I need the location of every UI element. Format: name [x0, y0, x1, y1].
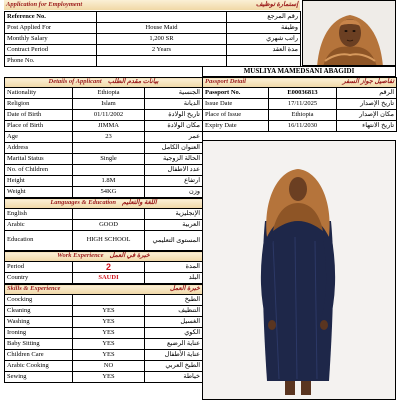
form-title-band [4, 0, 300, 10]
skill-value: YES [73, 372, 145, 383]
weight-value: 54KG [73, 187, 145, 198]
weight-label: Weight [5, 187, 73, 198]
country-value: SAUDI [73, 273, 145, 284]
top-info-table [4, 11, 301, 67]
salary-value: 1,200 SR [97, 34, 227, 45]
skill-label: Children Care [5, 350, 73, 361]
religion-label: Religion [5, 99, 73, 110]
education-value: HIGH SCHOOL [73, 231, 145, 251]
skill-label-ar: الكوي [145, 328, 203, 339]
height-value: 1.8M [73, 176, 145, 187]
marital-value: Single [73, 154, 145, 165]
table-row [5, 328, 203, 339]
post-value: House Maid [97, 23, 227, 34]
dob-value: 01/11/2002 [73, 110, 145, 121]
skill-label-ar: عناية الأطفال [145, 350, 203, 361]
expiry-date-label-ar: تاريخ الانتهاء [337, 121, 397, 132]
arabic-label-ar: العربية [145, 220, 203, 231]
skill-label: Washing [5, 317, 73, 328]
skill-value: NO [73, 361, 145, 372]
work-header [5, 252, 203, 262]
table-row [5, 121, 203, 132]
age-label: Age [5, 132, 73, 143]
age-value: 23 [73, 132, 145, 143]
issue-date-value: 17/11/2025 [269, 99, 337, 110]
phone-value [97, 56, 227, 67]
issue-place-label-ar: مكان الإصدار [337, 110, 397, 121]
full-body-image [203, 141, 396, 400]
skill-label-ar: الطبخ [145, 295, 203, 306]
table-row [5, 165, 203, 176]
salary-label-ar: راتب شهري [227, 34, 301, 45]
nationality-label: Nationality [5, 88, 73, 99]
table-row [5, 110, 203, 121]
skill-label: Baby Sitting [5, 339, 73, 350]
table-row [203, 110, 397, 121]
issue-place-value: Ethiopia [269, 110, 337, 121]
left-column [4, 77, 202, 383]
table-row [5, 339, 203, 350]
skill-value: YES [73, 317, 145, 328]
table-row [5, 209, 203, 220]
details-table [4, 77, 203, 198]
table-row [5, 23, 301, 34]
period-label: Period [5, 262, 73, 273]
passport-no-label-ar: الرقم [337, 88, 397, 99]
table-row [5, 306, 203, 317]
headshot-image [303, 1, 396, 66]
reference-label-ar: رقم المرجع [227, 12, 301, 23]
applicant-full-body-photo [202, 140, 396, 400]
age-label-ar: عمر [145, 132, 203, 143]
skill-label: Coocking [5, 295, 73, 306]
height-label: Height [5, 176, 73, 187]
table-row [5, 154, 203, 165]
skill-label-ar: الطبخ العربي [145, 361, 203, 372]
work-title-en: Work Experience [57, 252, 104, 260]
passport-header [203, 78, 397, 88]
arabic-value: GOOD [73, 220, 145, 231]
work-title-ar: خبرة في العمل [109, 252, 150, 260]
contract-label-ar: مدة العقد [227, 45, 301, 56]
period-value: 2 [73, 262, 145, 273]
post-label-ar: وظيفة [227, 23, 301, 34]
table-row [5, 231, 203, 251]
children-value [73, 165, 145, 176]
table-row [5, 317, 203, 328]
skill-label-ar: الغسيل [145, 317, 203, 328]
table-row [5, 132, 203, 143]
applicant-name: MUSLIYA MAMEDSANI ABAGIDI [202, 66, 396, 77]
education-label: Education [5, 231, 73, 251]
marital-label: Marital Status [5, 154, 73, 165]
skill-label-ar: عناية الرضيع [145, 339, 203, 350]
details-title-en: Details of Applicant [48, 78, 102, 86]
form-title-en: Application for Employment [6, 0, 83, 8]
table-row [5, 273, 203, 284]
table-row [5, 56, 301, 67]
languages-table [4, 198, 203, 251]
table-row [5, 45, 301, 56]
skill-label-ar: التنظيف [145, 306, 203, 317]
country-label-ar: البلد [145, 273, 203, 284]
skill-label: Arabic Cooking [5, 361, 73, 372]
skill-label: Cleaning [5, 306, 73, 317]
phone-label-ar [227, 56, 301, 67]
table-row [5, 220, 203, 231]
contract-value: 2 Years [97, 45, 227, 56]
table-row [5, 88, 203, 99]
passport-title-ar: تفاصيل جواز السفر [342, 78, 395, 86]
dob-label: Date of Birth [5, 110, 73, 121]
english-label: English [5, 209, 73, 220]
applicant-headshot-photo [302, 0, 396, 66]
passport-no-label: Passport No. [203, 88, 269, 99]
reference-label: Reference No. [5, 12, 97, 23]
table-row [5, 295, 203, 306]
country-label: Country [5, 273, 73, 284]
passport-table [202, 77, 397, 132]
languages-title-en: Languages & Education [50, 199, 117, 207]
table-row [5, 372, 203, 383]
expiry-date-value: 16/11/2030 [269, 121, 337, 132]
form-title-ar: إستمارة توظيف [255, 0, 298, 8]
skills-header [5, 285, 203, 295]
children-label-ar: عدد الاطفال [145, 165, 203, 176]
passport-title-en: Passport Detail [205, 78, 246, 86]
phone-label: Phone No. [5, 56, 97, 67]
skills-table [4, 284, 203, 383]
skill-label: Ironing [5, 328, 73, 339]
table-row [5, 187, 203, 198]
skills-title-en: Skills & Experience [7, 285, 61, 293]
languages-header [5, 199, 203, 209]
table-row [203, 88, 397, 99]
table-row [5, 99, 203, 110]
salary-label: Monthly Salary [5, 34, 97, 45]
details-header [5, 78, 203, 88]
passport-no-value: E00036813 [269, 88, 337, 99]
issue-place-label: Place of Issue [203, 110, 269, 121]
table-row [203, 121, 397, 132]
nationality-value: Ethiopia [73, 88, 145, 99]
birthplace-label-ar: مكان الولادة [145, 121, 203, 132]
skill-value: YES [73, 306, 145, 317]
marital-label-ar: الحالة الزوجية [145, 154, 203, 165]
table-row [5, 176, 203, 187]
table-row [5, 350, 203, 361]
skill-value: YES [73, 350, 145, 361]
table-row [203, 99, 397, 110]
post-label: Post Applied For [5, 23, 97, 34]
address-value [73, 143, 145, 154]
issue-date-label: Issue Date [203, 99, 269, 110]
education-label-ar: المستوى التعليمي [145, 231, 203, 251]
table-row [5, 34, 301, 45]
religion-value: Islam [73, 99, 145, 110]
work-table [4, 251, 203, 284]
children-label: No. of Children [5, 165, 73, 176]
details-title-ar: بيانات مقدم الطلب [107, 78, 159, 86]
issue-date-label-ar: تاريخ الإصدار [337, 99, 397, 110]
skills-title-ar: خبرة العمل [169, 285, 201, 293]
skill-label-ar: خياطة [145, 372, 203, 383]
address-label-ar: العنوان الكامل [145, 143, 203, 154]
contract-label: Contract Period [5, 45, 97, 56]
english-value [73, 209, 145, 220]
table-row [5, 262, 203, 273]
table-row [5, 361, 203, 372]
skill-value: YES [73, 339, 145, 350]
birthplace-value: JIMMA [73, 121, 145, 132]
period-label-ar: المدة [145, 262, 203, 273]
address-label: Address [5, 143, 73, 154]
nationality-label-ar: الجنسية [145, 88, 203, 99]
english-label-ar: الإنجليزية [145, 209, 203, 220]
religion-label-ar: الديانة [145, 99, 203, 110]
arabic-label: Arabic [5, 220, 73, 231]
skill-label: Sewing [5, 372, 73, 383]
table-row [5, 143, 203, 154]
expiry-date-label: Expiry Date [203, 121, 269, 132]
languages-title-ar: اللغة والتعليم [122, 199, 157, 207]
birthplace-label: Place of Birth [5, 121, 73, 132]
table-row [5, 12, 301, 23]
reference-value [97, 12, 227, 23]
weight-label-ar: وزن [145, 187, 203, 198]
skill-value: YES [73, 328, 145, 339]
height-label-ar: ارتفاع [145, 176, 203, 187]
skill-value [73, 295, 145, 306]
dob-label-ar: تاريخ الولادة [145, 110, 203, 121]
